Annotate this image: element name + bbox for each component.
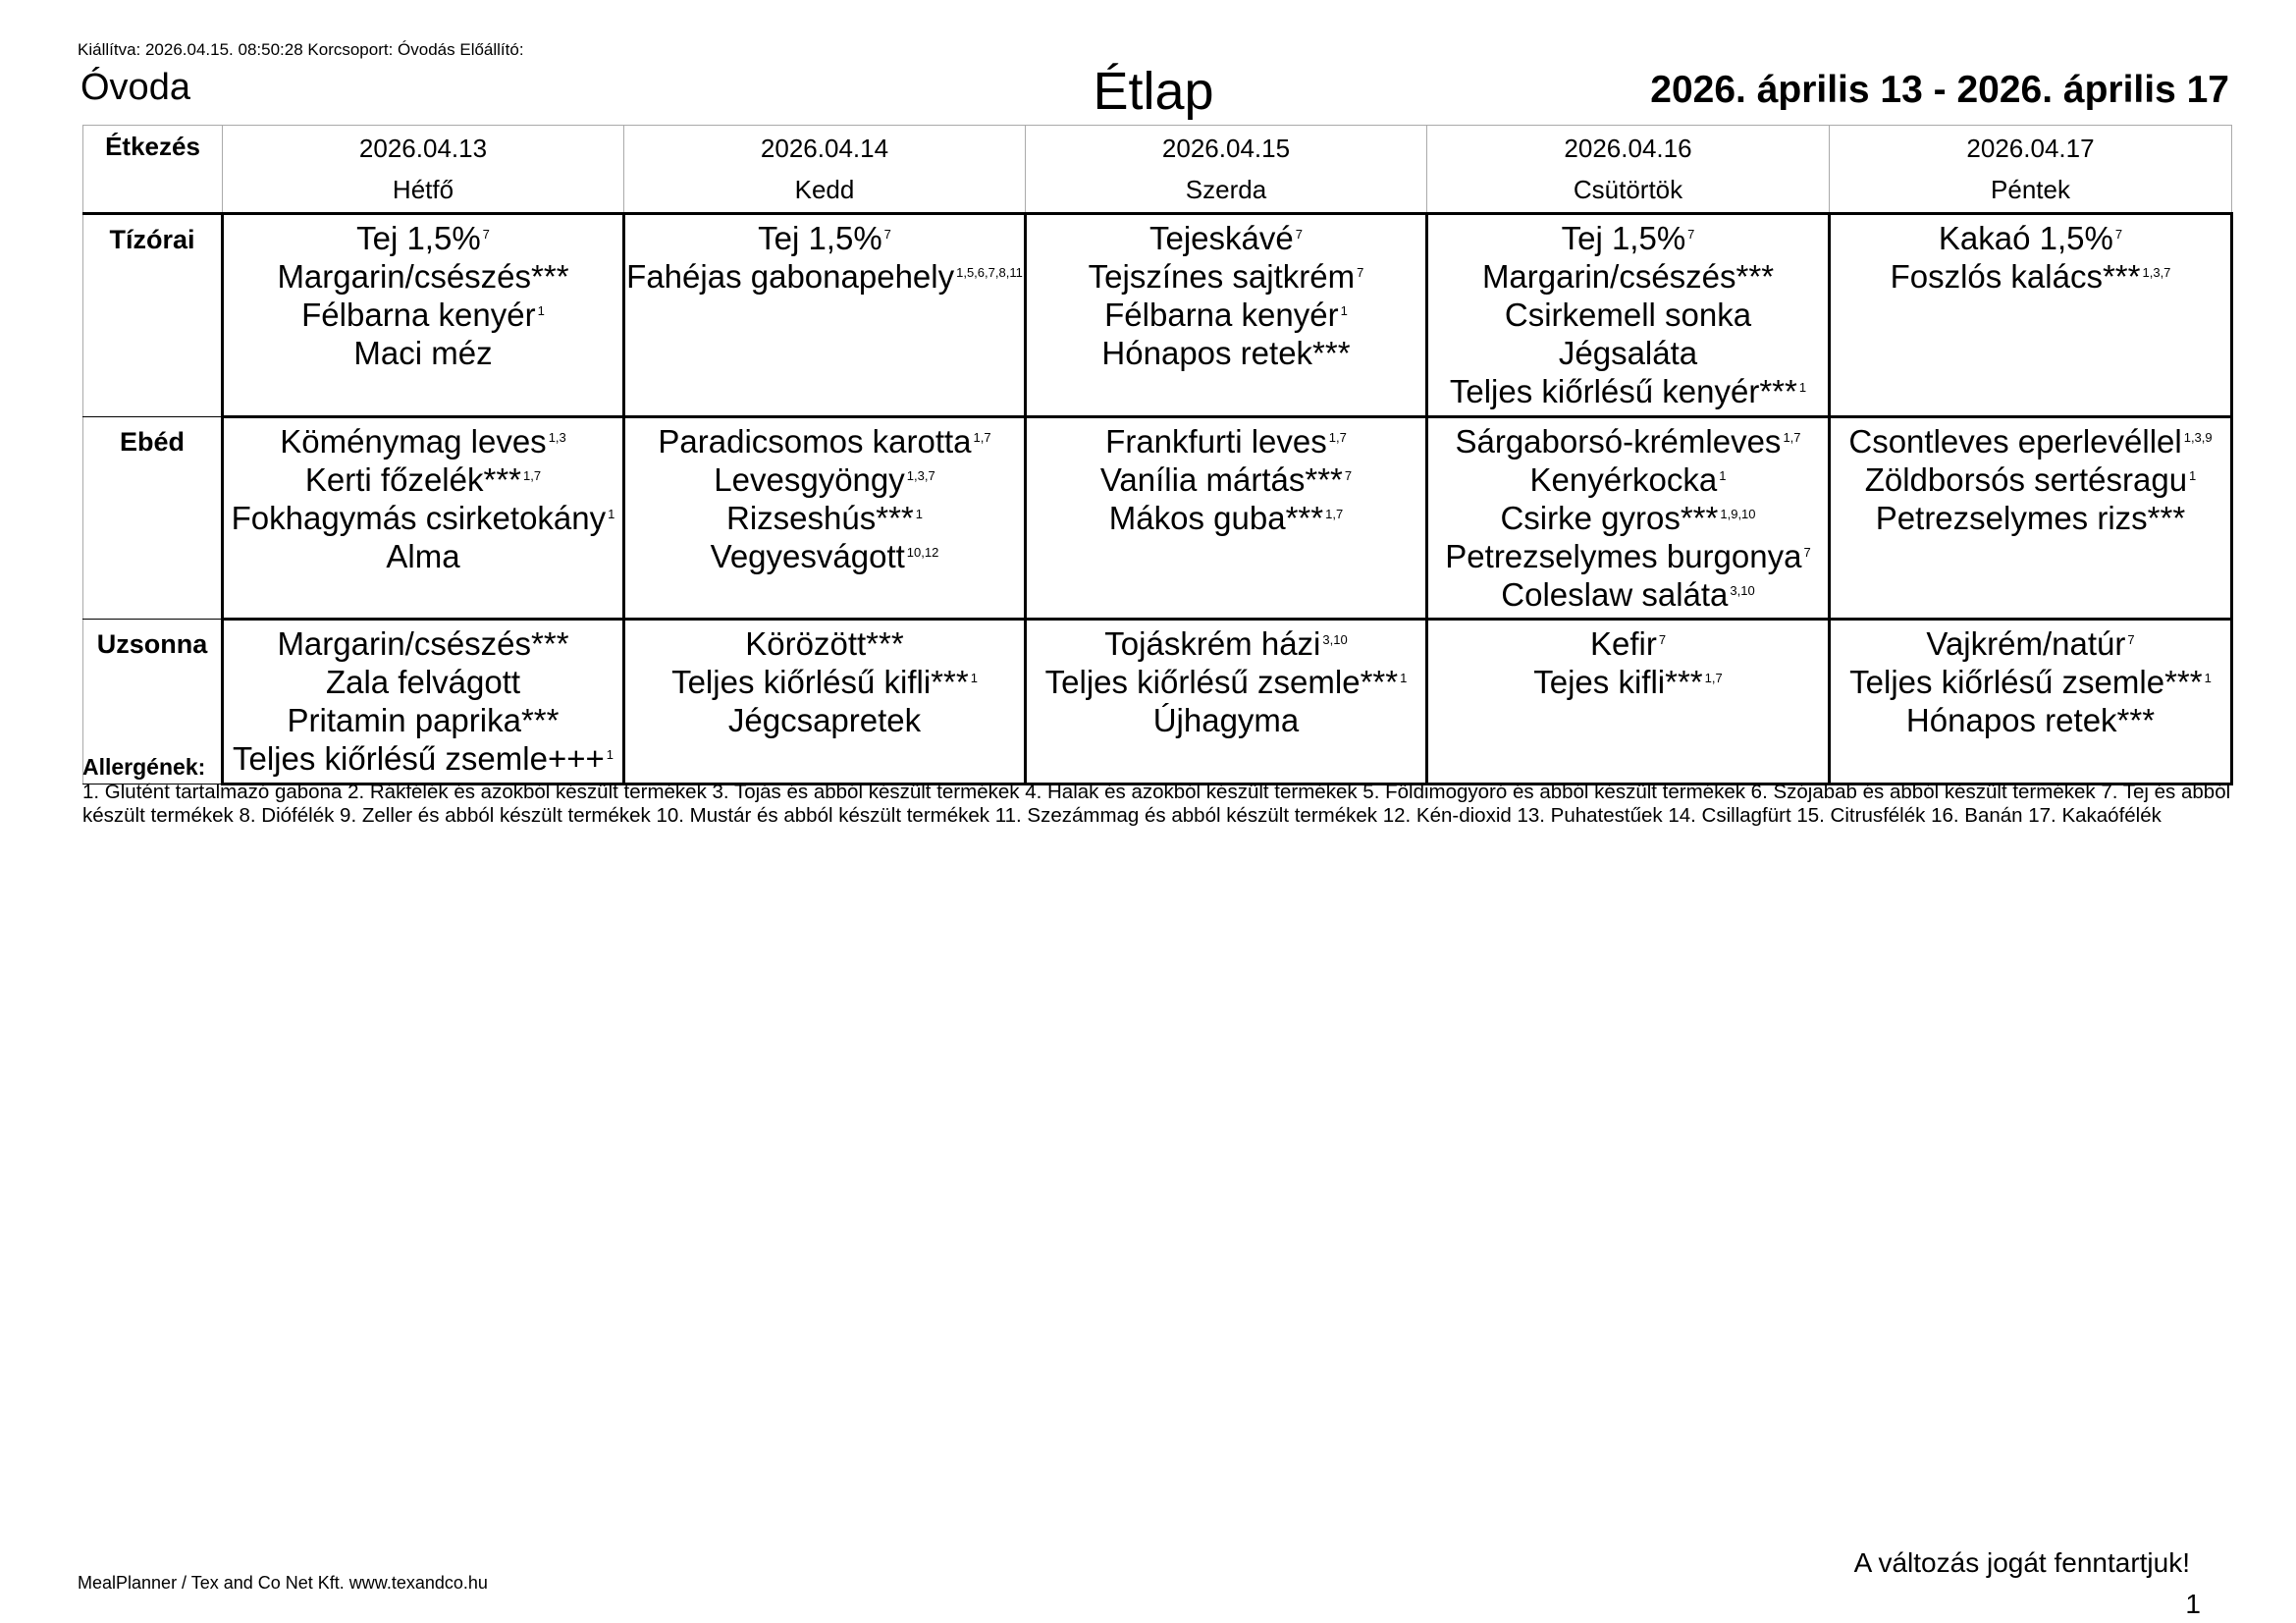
menu-item [224,537,622,575]
menu-item [1027,296,1425,334]
allergen-codes: 1,7 [1704,671,1723,685]
menu-item [1027,460,1425,499]
day-date: 2026.04.14 [760,134,889,163]
meal-column-header: Étkezés [83,126,223,214]
menu-item-name: Margarin/csészés*** [277,625,569,662]
menu-item-name: Kefir [1589,625,1657,662]
allergen-codes: 1,3 [548,430,566,445]
menu-item-name: Mákos guba*** [1108,500,1324,536]
menu-item-name: Margarin/csészés*** [277,258,569,295]
page-title: Étlap [1093,62,1214,121]
menu-item-name: Csontleves eperlevéllel [1848,423,2182,460]
menu-item-name: Csirke gyros*** [1500,500,1719,536]
menu-item [1831,499,2230,537]
menu-item [625,537,1024,575]
menu-cell [1026,620,1427,784]
menu-table [82,125,2233,785]
menu-item [224,334,622,372]
menu-item [1428,372,1828,410]
menu-item [625,701,1024,739]
menu-item-name: Csirkemell sonka [1504,297,1752,333]
menu-item-list [1831,422,2230,537]
menu-item [224,296,622,334]
allergen-codes: 7 [2114,227,2123,242]
menu-item-name: Félbarna kenyér [1104,297,1339,333]
meal-label: Ebéd [83,417,223,620]
menu-item [1428,499,1828,537]
menu-item [1027,624,1425,663]
allergen-codes: 1,3,7 [2142,265,2171,280]
day-name: Szerda [1185,175,1267,204]
menu-item-name: Vanília mártás*** [1099,461,1343,498]
menu-item [1428,624,1828,663]
allergen-codes: 1,7 [1325,507,1344,521]
menu-item-name: Kerti főzelék*** [304,461,522,498]
menu-item [1428,537,1828,575]
day-date: 2026.04.15 [1161,134,1291,163]
day-name: Péntek [1991,175,2070,204]
menu-item [1831,624,2230,663]
menu-item-name: Jégcsapretek [727,702,922,738]
menu-cell [1427,214,1830,417]
allergen-codes: 1 [2189,468,2197,483]
meal-label: Uzsonna [83,620,223,784]
day-date: 2026.04.13 [358,134,488,163]
menu-item-name: Foszlós kalács*** [1890,258,2141,295]
allergen-codes: 1,7 [973,430,991,445]
page-number: 1 [2185,1589,2201,1619]
menu-item-list [1027,422,1425,537]
menu-item-name: Hónapos retek*** [1905,702,2156,738]
allergen-codes: 1 [537,303,545,318]
menu-item-name: Köménymag leves [280,423,547,460]
menu-item-name: Félbarna kenyér [301,297,536,333]
menu-cell [1427,620,1830,784]
menu-item-name: Teljes kiőrlésű zsemle*** [1044,664,1399,700]
menu-item [1027,701,1425,739]
menu-item-name: Tejeskávé [1149,220,1294,256]
allergen-codes: 3,10 [1322,632,1348,647]
menu-item-list [1027,624,1425,739]
menu-item-list [224,219,622,372]
menu-item-name: Teljes kiőrlésű kenyér*** [1449,373,1797,409]
menu-cell [1427,417,1830,620]
menu-item-list [1428,219,1828,410]
menu-item [625,460,1024,499]
menu-item [1831,257,2230,296]
menu-item-list [625,219,1024,296]
menu-item-list [224,624,622,778]
menu-item [1428,422,1828,460]
menu-item-name: Margarin/csészés*** [1481,258,1775,295]
menu-item-name: Tejes kifli*** [1533,664,1703,700]
menu-item-name: Zöldborsós sertésragu [1864,461,2188,498]
allergen-codes: 7 [482,227,490,242]
menu-item-name: Tej 1,5% [758,220,882,256]
menu-item-list [1831,219,2230,296]
menu-item-name: Rizseshús*** [726,500,914,536]
menu-cell [1830,417,2232,620]
menu-item-name: Tej 1,5% [1561,220,1686,256]
menu-item-name: Levesgyöngy [714,461,905,498]
allergen-codes: 7 [1803,545,1811,560]
menu-item-list [1428,624,1828,701]
allergen-codes: 1 [970,671,978,685]
menu-item-name: Petrezselymes burgonya [1445,538,1802,574]
day-header [1427,126,1830,214]
menu-item-name: Alma [386,538,460,574]
allergen-codes: 1,7 [1783,430,1801,445]
menu-cell [1026,214,1427,417]
allergen-codes: 1,3,7 [906,468,935,483]
menu-item [224,219,622,257]
day-date: 2026.04.17 [1966,134,2095,163]
menu-item-name: Vegyesvágott [710,538,905,574]
period-range: 2026. április 13 - 2026. április 17 [1650,69,2229,111]
menu-item [1428,257,1828,296]
menu-item-list [625,624,1024,739]
menu-item [1027,499,1425,537]
menu-item [625,219,1024,257]
allergen-codes: 1,7 [1328,430,1347,445]
menu-item [1428,334,1828,372]
menu-item-name: Körözött*** [745,625,904,662]
menu-cell [1830,214,2232,417]
menu-item-name: Petrezselymes rizs*** [1875,500,2186,536]
menu-item [1027,219,1425,257]
menu-item-name: Maci méz [353,335,493,371]
allergen-codes: 7 [1344,468,1353,483]
menu-item [1428,663,1828,701]
menu-cell [223,417,624,620]
menu-item-name: Frankfurti leves [1105,423,1327,460]
day-header [223,126,624,214]
meal-row-uzsonna [83,620,2232,784]
menu-item [1428,296,1828,334]
menu-item [224,422,622,460]
menu-item [1428,460,1828,499]
menu-item [1831,422,2230,460]
menu-item-name: Jégsaláta [1558,335,1698,371]
allergen-codes: 1 [1400,671,1408,685]
menu-item-list [224,422,622,575]
menu-item-name: Fokhagymás csirketokány [231,500,607,536]
meal-row-tizorai [83,214,2232,417]
menu-item-list [625,422,1024,575]
menu-item [1831,219,2230,257]
allergen-codes: 1,3,9 [2183,430,2213,445]
menu-item-list [1027,219,1425,372]
allergen-codes: 1 [1798,380,1807,395]
menu-item-name: Tej 1,5% [356,220,481,256]
day-header [1830,126,2232,214]
menu-item-name: Teljes kiőrlésű kifli*** [671,664,969,700]
allergen-codes: 1 [1340,303,1348,318]
menu-item-name: Teljes kiőrlésű zsemle+++ [233,740,605,777]
menu-item [224,499,622,537]
allergen-codes: 1 [1719,468,1727,483]
menu-item-name: Tojáskrém házi [1104,625,1321,662]
menu-cell [223,620,624,784]
menu-item [224,624,622,663]
menu-item-name: Újhagyma [1152,702,1300,738]
meal-label: Tízórai [83,214,223,417]
menu-item-name: Zala felvágott [325,664,521,700]
menu-item-list [1831,624,2230,739]
institution-name: Óvoda [80,67,190,108]
menu-item-name: Paradicsomos karotta [658,423,972,460]
issued-info: Kiállítva: 2026.04.15. 08:50:28 Korcsoport: Óvodás Előállító: [78,40,524,59]
allergen-codes: 1 [915,507,923,521]
day-date: 2026.04.16 [1564,134,1692,163]
allergen-codes: 1 [608,507,615,521]
menu-item [625,422,1024,460]
menu-item-name: Fahéjas gabonapehely [626,258,955,295]
day-header [1026,126,1427,214]
menu-item-name: Kenyérkocka [1529,461,1718,498]
menu-item [1831,701,2230,739]
allergen-codes: 1,5,6,7,8,11 [956,265,1023,280]
menu-item-name: Kakaó 1,5% [1938,220,2113,256]
menu-item [224,739,622,778]
menu-item [1027,422,1425,460]
allergen-codes: 10,12 [906,545,939,560]
day-header [624,126,1026,214]
menu-item-name: Coleslaw saláta [1501,576,1729,613]
allergen-codes: 7 [1687,227,1695,242]
menu-item [224,663,622,701]
menu-item-name: Hónapos retek*** [1101,335,1351,371]
allergen-codes: 1,9,10 [1720,507,1756,521]
menu-cell [1830,620,2232,784]
day-name: Hétfő [392,175,454,204]
allergen-codes: 1,7 [523,468,542,483]
menu-item [224,460,622,499]
menu-cell [624,214,1026,417]
allergen-codes: 7 [883,227,891,242]
menu-item-name: Teljes kiőrlésű zsemle*** [1849,664,2203,700]
menu-item-list [1428,422,1828,614]
menu-item [1428,219,1828,257]
allergens-title: Allergének: [82,754,206,780]
menu-item [224,257,622,296]
menu-cell [624,417,1026,620]
day-name: Csütörtök [1573,175,1683,204]
menu-item-name: Vajkrém/natúr [1926,625,2126,662]
menu-item [1027,334,1425,372]
menu-cell [624,620,1026,784]
menu-item [625,624,1024,663]
allergens-text: 1. Glutént tartalmazó gabona 2. Rákfélék és azokból készült termékek 3. Tojás és abból készült termékek 4. Halak és azokból készült termékek 5. Földimogyoró és abból készült termékek 6. Szójabab és abból készült termékek 7. Tej és abból készült termékek 8. Diófélék 9. Zeller és abból készült termékek 10. Mustár és abból készült termékek 11. Szezámmag és abból készült termékek 12. Kén-dioxid 13. Puhatestűek 14. Csillagfürt 15. Citrusfélék 16. Banán 17. Kakaófélék [82,781,2231,827]
menu-item-name: Pritamin paprika*** [287,702,560,738]
allergen-codes: 7 [1658,632,1667,647]
header-row [83,126,2232,214]
menu-cell [1026,417,1427,620]
menu-item [1831,460,2230,499]
menu-item [625,257,1024,296]
allergen-codes: 7 [1357,265,1364,280]
day-name: Kedd [794,175,855,204]
allergen-codes: 7 [2127,632,2135,647]
menu-item [224,701,622,739]
allergen-codes: 7 [1295,227,1303,242]
menu-item [625,499,1024,537]
menu-item [1831,663,2230,701]
menu-cell [223,214,624,417]
menu-item [1027,257,1425,296]
footer-note: A változás jogát fenntartjuk! [1853,1547,2190,1578]
allergen-codes: 1 [2204,671,2212,685]
footer-credit: MealPlanner / Tex and Co Net Kft. www.texandco.hu [78,1573,488,1593]
menu-item [1428,575,1828,614]
menu-item [625,663,1024,701]
meal-row-ebed [83,417,2232,620]
menu-item-name: Sárgaborsó-krémleves [1455,423,1782,460]
allergen-codes: 3,10 [1730,583,1755,598]
menu-item-name: Tejszínes sajtkrém [1088,258,1356,295]
menu-item [1027,663,1425,701]
allergen-codes: 1 [606,747,614,762]
